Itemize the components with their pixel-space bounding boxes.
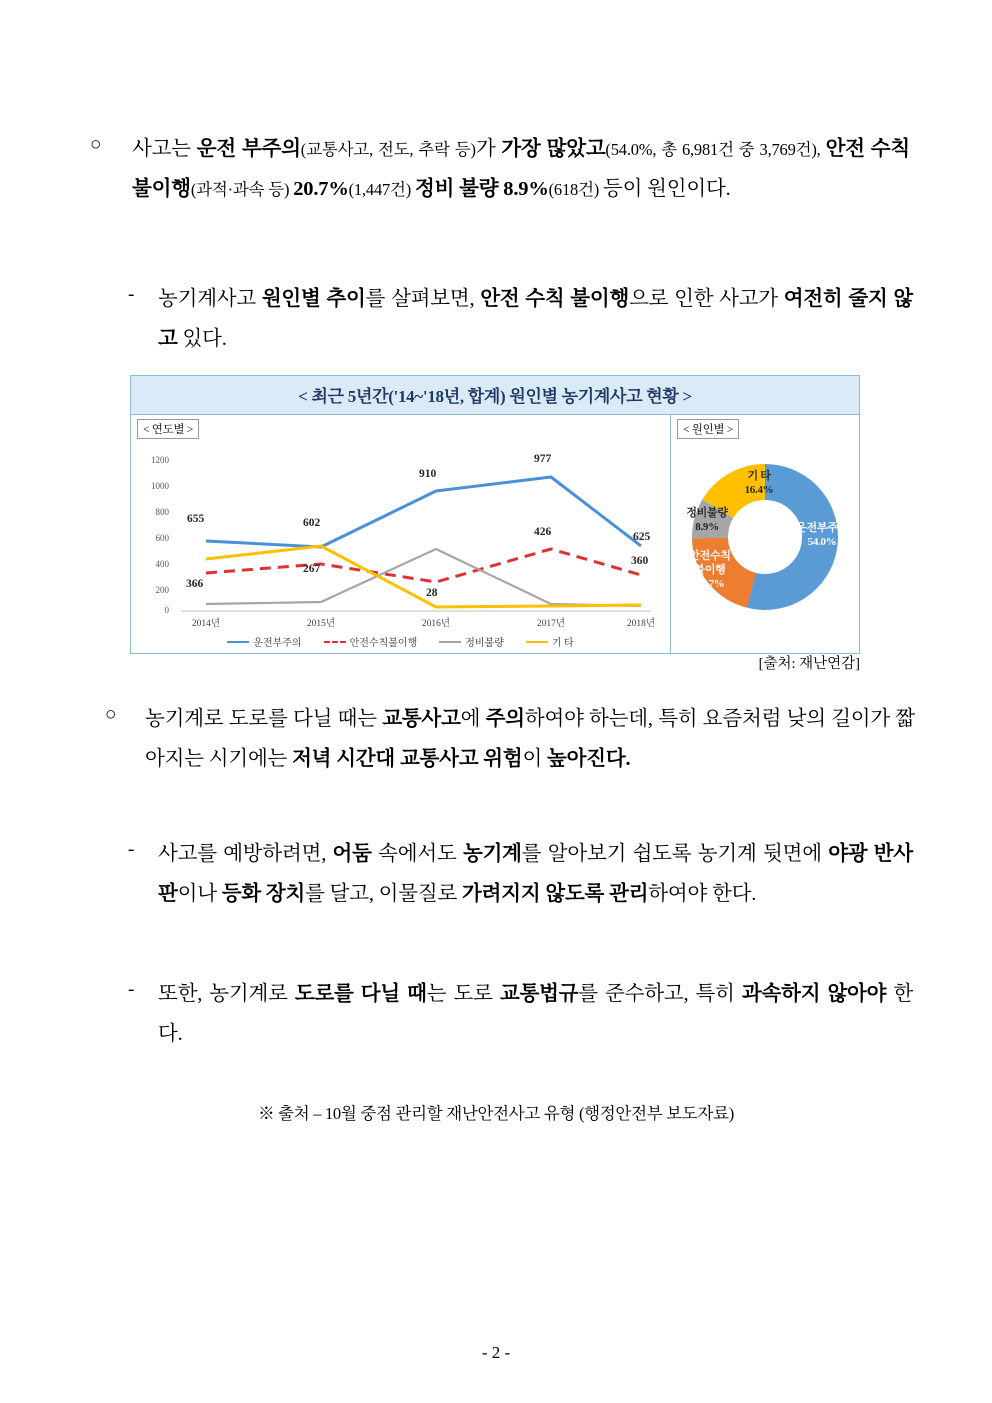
bullet-circle-1: ○: [90, 134, 102, 155]
line-chart-panel-label: < 연도별 >: [137, 419, 199, 439]
paragraph-5-container: [128, 975, 913, 1055]
legend-label-2: 정비불량: [465, 638, 504, 649]
bullet-dash-2: -: [128, 839, 135, 860]
p1-small-3: (과적·과속 등): [190, 179, 294, 199]
ytick-600: 600: [155, 533, 169, 543]
p4-bold-1: 어둠: [332, 843, 372, 865]
ytick-200: 200: [155, 585, 169, 595]
p5-text-3: 를 준수하고, 특히: [578, 983, 742, 1005]
paragraph-5: [158, 975, 913, 1055]
p1-bold-3: 안전 수칙 불이행: [132, 138, 910, 200]
donut-label-safety-rule-violation: 안전수칙 불이행 20.7%: [689, 550, 731, 590]
data-label-655: 655: [187, 513, 205, 525]
legend-item-poor-maintenance: [439, 634, 504, 649]
line-chart-panel: [131, 415, 671, 653]
paragraph-1: [132, 130, 910, 210]
chart-figure: [130, 375, 860, 654]
xtick-2016: 2016년: [421, 619, 451, 629]
series-line-driving-carelessness: [206, 477, 641, 547]
figure-source: [출처: 재난연감]: [758, 656, 860, 672]
xtick-2018: 2018년: [626, 619, 656, 629]
p5-text-4: 한다.: [158, 983, 914, 1045]
p3-bold-4: 높아진다.: [547, 747, 631, 770]
ytick-1200: 1200: [151, 455, 169, 465]
chart-legend: [131, 634, 670, 649]
document-footnote: ※ 출처 – 10월 중점 관리할 재난안전사고 유형 (행정안전부 보도자료): [258, 1104, 734, 1123]
p5-bold-3: 과속하지 않아야: [741, 983, 887, 1005]
p4-bold-3: 야광 반사판: [158, 843, 913, 905]
p1-bold-2: 가장 많았고: [501, 138, 606, 160]
p4-bold-5: 가려지지 않도록 관리: [462, 882, 649, 905]
p1-small-4: (1,447건): [348, 179, 416, 199]
data-label-360: 360: [631, 555, 649, 567]
p2-bold-2: 안전 수칙 불이행: [480, 288, 630, 310]
p4-text-3: 를 알아보기 쉽도록 농기계 뒷면에: [521, 843, 829, 865]
p2-text-3: 으로 인한 사고가: [629, 288, 784, 310]
p4-text-6: 하여야 한다.: [648, 882, 757, 905]
data-label-602: 602: [303, 517, 321, 529]
p3-text-3: 하여야 하는데, 특히 요즘처럼 낮의 길이가 짧아지는 시기에는: [145, 708, 915, 770]
paragraph-2: [158, 280, 913, 360]
legend-item-etc: [526, 634, 574, 649]
p3-text-2: 에: [460, 708, 486, 730]
p2-text-2: 를 살펴보면,: [365, 288, 481, 310]
donut-label-driving-carelessness: [789, 522, 855, 550]
xtick-2017: 2017년: [536, 619, 566, 629]
p1-bold-1: 운전 부주의: [196, 138, 301, 160]
page-number: - 2 -: [481, 1343, 511, 1362]
p3-bold-1: 교통사고: [382, 708, 461, 730]
paragraph-4: [158, 835, 913, 915]
data-label-910: 910: [419, 468, 437, 480]
p5-bold-2: 교통법규: [499, 983, 579, 1005]
legend-label-1: 안전수칙불이행: [349, 638, 418, 649]
legend-swatch-blue: [227, 641, 249, 643]
donut-label-text-0: 운전부주의: [796, 522, 848, 534]
p5-text-1: 또한, 농기계로: [158, 983, 295, 1005]
p1-small-2: (54.0%, 총 6,981건 중 3,769건),: [605, 140, 826, 159]
donut-label-etc: [733, 470, 785, 498]
legend-item-safety-rule-violation: [324, 634, 418, 649]
p4-text-1: 사고를 예방하려면,: [158, 843, 333, 865]
ytick-0: 0: [164, 605, 169, 615]
donut-value-3: 16.4%: [744, 483, 774, 496]
p4-bold-4: 등화 장치: [221, 882, 306, 905]
bullet-dash-1: -: [128, 284, 135, 305]
donut-label-poor-maintenance: [676, 507, 738, 535]
p1-text-2: 가: [475, 138, 502, 160]
p1-bold-4: 20.7%: [293, 177, 349, 200]
ytick-400: 400: [155, 559, 169, 569]
data-label-366: 366: [186, 578, 204, 590]
p1-small-5: (618건): [548, 179, 604, 199]
legend-item-driving-carelessness: [227, 634, 301, 649]
bullet-dash-3: -: [128, 979, 135, 1000]
legend-swatch-red: [324, 641, 346, 643]
p2-bold-3: 여전히 줄지 않고: [158, 288, 913, 350]
p3-bold-2: 주의: [485, 708, 525, 730]
donut-value-1: 20.7%: [695, 577, 725, 590]
p1-bold-5: 정비 불량 8.9%: [415, 177, 549, 200]
chart-title: < 최근 5년간('14~'18년, 합계) 원인별 농기계사고 현황 >: [131, 376, 859, 415]
paragraph-3: [145, 700, 915, 780]
p3-bold-3: 저녁 시간대 교통사고 위험: [292, 747, 523, 770]
p2-bold-1: 원인별 추이: [261, 288, 366, 310]
legend-swatch-gray: [439, 641, 461, 643]
data-label-426: 426: [534, 526, 552, 538]
p1-text-1: 사고는: [132, 138, 197, 160]
legend-label-0: 운전부주의: [253, 638, 302, 649]
data-label-625: 625: [633, 531, 651, 543]
legend-swatch-yellow: [526, 641, 548, 643]
p4-text-2: 속에서도: [371, 843, 463, 865]
p3-text-4: 이: [522, 747, 548, 770]
donut-chart-panel-label: < 원인별 >: [677, 419, 739, 439]
paragraph-2-container: [128, 280, 913, 360]
p4-bold-2: 농기계: [462, 843, 522, 865]
legend-label-3: 기 타: [551, 638, 574, 649]
p5-bold-1: 도로를 다닐 때: [294, 983, 427, 1005]
series-line-poor-maintenance: [206, 549, 641, 606]
data-label-267: 267: [303, 563, 321, 575]
p4-text-5: 를 달고, 이물질로: [305, 882, 463, 905]
xtick-2015: 2015년: [306, 619, 336, 629]
p1-small-1: (교통사고, 전도, 추락 등): [300, 140, 476, 159]
donut-chart-panel: [671, 415, 859, 653]
data-label-977: 977: [534, 453, 552, 465]
p4-text-4: 이나: [177, 882, 222, 905]
p1-text-3: 등이 원인이다.: [603, 177, 731, 200]
bullet-circle-2: ○: [105, 704, 117, 725]
donut-value-2: 8.9%: [695, 520, 719, 533]
donut-label-text-3: 기 타: [747, 470, 771, 482]
donut-value-0: 54.0%: [807, 535, 837, 548]
ytick-800: 800: [155, 507, 169, 517]
p2-text-1: 농기계사고: [158, 288, 262, 310]
paragraph-1-container: [90, 130, 910, 210]
data-label-28: 28: [426, 587, 438, 599]
p5-text-2: 는 도로: [426, 983, 500, 1005]
ytick-1000: 1000: [151, 481, 169, 491]
xtick-2014: 2014년: [191, 619, 221, 629]
donut-label-text-2: 정비불량: [686, 507, 728, 519]
chart-body: [131, 415, 859, 653]
p3-text-1: 농기계로 도로를 다닐 때는: [145, 708, 383, 730]
paragraph-4-container: [128, 835, 913, 915]
paragraph-3-container: [105, 700, 915, 780]
p2-text-4: 있다.: [177, 327, 227, 350]
